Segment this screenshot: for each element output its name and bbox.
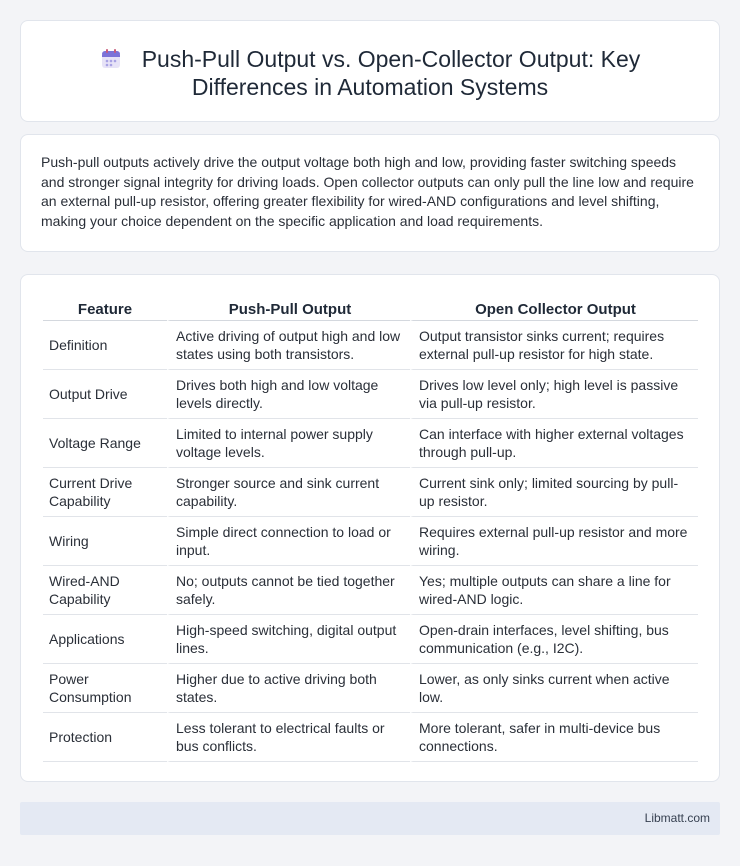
footer-brand[interactable]: Libmatt.com — [644, 811, 710, 825]
feature-cell: Voltage Range — [43, 419, 167, 468]
footer — [20, 802, 720, 835]
feature-cell: Definition — [43, 321, 167, 370]
open-collector-cell: Yes; multiple outputs can share a line for wired-AND logic. — [410, 566, 698, 615]
table-row — [43, 664, 698, 713]
open-collector-cell: Open-drain interfaces, level shifting, bus communication (e.g., I2C). — [410, 615, 698, 664]
feature-cell: Power Consumption — [43, 664, 167, 713]
feature-cell: Applications — [43, 615, 167, 664]
page-title — [51, 45, 689, 101]
push-pull-cell: Active driving of output high and low states using both transistors. — [167, 321, 410, 370]
header-open-collector: Open Collector Output — [410, 297, 698, 321]
page-title-text: Push-Pull Output vs. Open-Collector Output: Key Differences in Automation Systems — [141, 46, 641, 100]
feature-cell: Current Drive Capability — [43, 468, 167, 517]
open-collector-cell: More tolerant, safer in multi-device bus connections. — [410, 713, 698, 762]
comparison-card — [20, 274, 720, 782]
table-row — [43, 468, 698, 517]
comparison-table — [43, 297, 698, 762]
table-row — [43, 566, 698, 615]
push-pull-cell: High-speed switching, digital output lines. — [167, 615, 410, 664]
push-pull-cell: Drives both high and low voltage levels directly. — [167, 370, 410, 419]
table-row — [43, 517, 698, 566]
table-row — [43, 615, 698, 664]
feature-cell: Output Drive — [43, 370, 167, 419]
feature-cell: Wired-AND Capability — [43, 566, 167, 615]
feature-cell: Protection — [43, 713, 167, 762]
table-header-row — [43, 297, 698, 321]
push-pull-cell: Higher due to active driving both states. — [167, 664, 410, 713]
intro-card — [20, 134, 720, 252]
push-pull-cell: Less tolerant to electrical faults or bus conflicts. — [167, 713, 410, 762]
open-collector-cell: Current sink only; limited sourcing by pull-up resistor. — [410, 468, 698, 517]
calendar-icon — [100, 48, 122, 70]
intro-paragraph: Push-pull outputs actively drive the output voltage both high and low, providing faster switching speeds and stronger signal integrity for driving loads. Open collector outputs can only pull the line low and require an external pull-up resistor, offering greater flexibility for wired-AND configurations and level shifting, making your choice dependent on the specific application and load requirements. — [41, 154, 694, 229]
push-pull-cell: Simple direct connection to load or input. — [167, 517, 410, 566]
open-collector-cell: Drives low level only; high level is passive via pull-up resistor. — [410, 370, 698, 419]
table-row — [43, 370, 698, 419]
table-row — [43, 419, 698, 468]
open-collector-cell: Can interface with higher external voltages through pull-up. — [410, 419, 698, 468]
open-collector-cell: Output transistor sinks current; requires external pull-up resistor for high state. — [410, 321, 698, 370]
table-row — [43, 321, 698, 370]
open-collector-cell: Lower, as only sinks current when active low. — [410, 664, 698, 713]
open-collector-cell: Requires external pull-up resistor and more wiring. — [410, 517, 698, 566]
push-pull-cell: No; outputs cannot be tied together safely. — [167, 566, 410, 615]
header-push-pull: Push-Pull Output — [167, 297, 410, 321]
push-pull-cell: Limited to internal power supply voltage levels. — [167, 419, 410, 468]
table-row — [43, 713, 698, 762]
feature-cell: Wiring — [43, 517, 167, 566]
push-pull-cell: Stronger source and sink current capability. — [167, 468, 410, 517]
header-feature: Feature — [43, 297, 167, 321]
title-card — [20, 20, 720, 122]
